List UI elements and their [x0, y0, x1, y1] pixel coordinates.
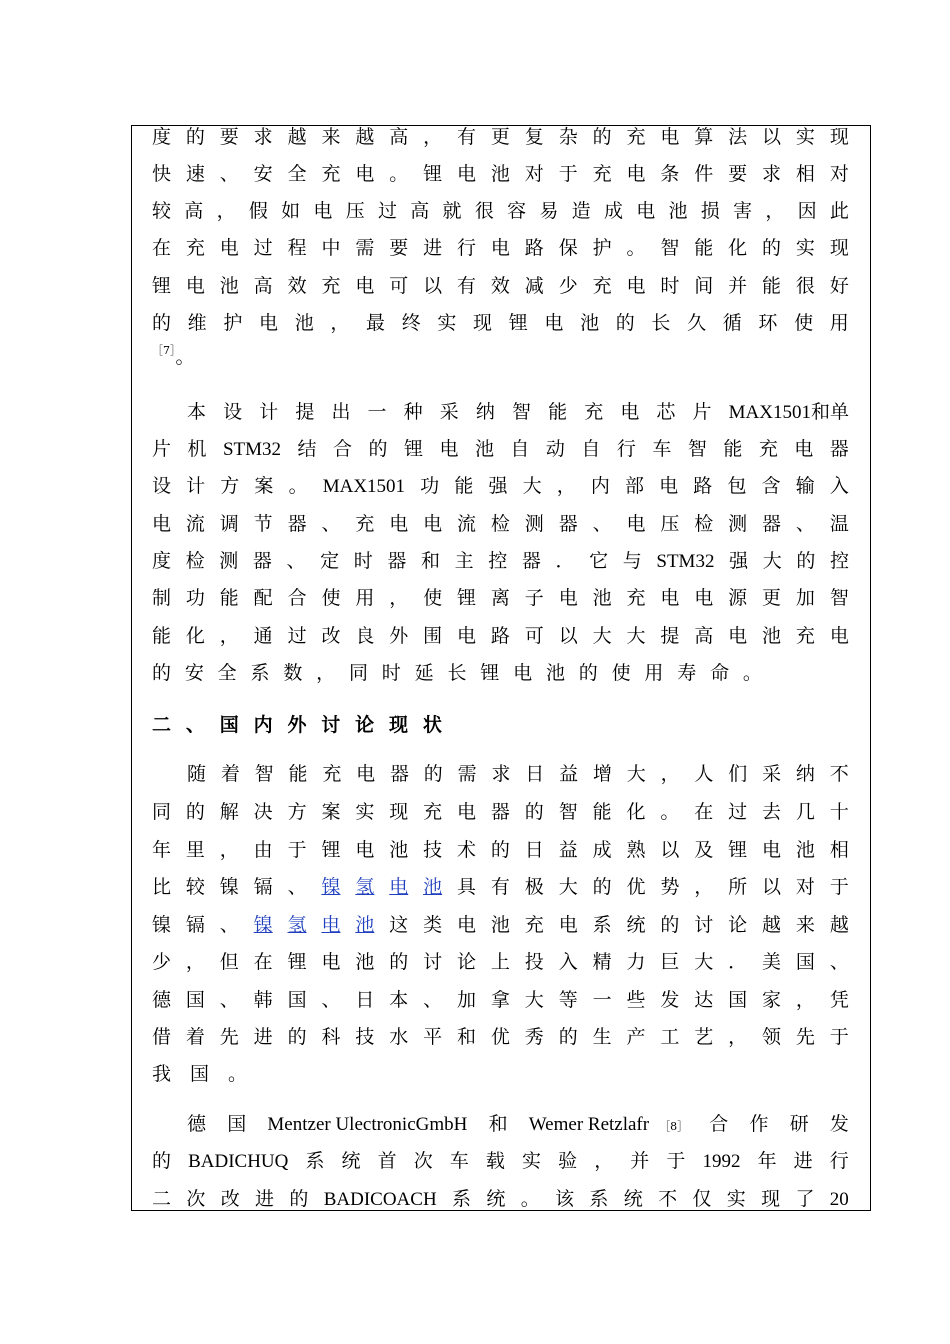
para3-line-5: 镍 镉 、 镍 氢 电 池 这 类 电 池 充 电 系 统 的 讨 论 越 来 越 [152, 914, 849, 936]
para2-line-6: 制 功 能 配 合 使 用 ， 使 锂 离 子 电 池 充 电 电 源 更 加 智 [152, 587, 849, 609]
count-value: 20 [829, 1189, 849, 1210]
para4-line-2: 的 BADICHUQ 系 统 首 次 车 载 实 验 ， 并 于 1992 年 进 行 [152, 1147, 849, 1175]
para2-line-7: 能 化 ， 通 过 改 良 外 围 电 路 可 以 大 大 提 高 电 池 充 电 [152, 625, 849, 647]
para2-line-8: 的 安 全 系 数 ， 同 时 延 长 锂 电 池 的 使 用 寿 命 。 [152, 662, 762, 684]
para2-line-1: 本 设 计 提 出 一 种 采 纳 智 能 充 电 芯 片 MAX1501 和单 [187, 398, 849, 426]
para1-line-5: 锂 电 池 高 效 充 电 可 以 有 效 减 少 充 电 时 间 并 能 很 好 [152, 275, 849, 297]
para1-line-4: 在 充 电 过 程 中 需 要 进 行 电 路 保 护 。 智 能 化 的 实 现 [152, 237, 849, 259]
mcu-name: STM32 [222, 439, 282, 460]
para4-l2-text: 的 [152, 1150, 172, 1172]
para1-line-2: 快 速 、 安 全 充 电 。 锂 电 池 对 于 充 电 条 件 要 求 相 对 [152, 163, 849, 185]
para4-line-1: 德 国 Mentzer UlectronicGmbH 和 Wemer Retzlafr ［8］ 合 作 研 发 [187, 1110, 849, 1138]
para3-line-9: 我 国 。 [152, 1063, 248, 1085]
para3-line-6: 少 ， 但 在 锂 电 池 的 讨 论 上 投 入 精 力 巨 大 ． 美 国 、 [152, 951, 849, 973]
section-heading: 二 、 国 内 外 讨 论 现 状 [152, 714, 442, 736]
para1-end: 。 [175, 346, 195, 368]
para2-line-5: 度 检 测 器 、 定 时 器 和 主 控 器 ． 它 与 STM32 强 大 的 控 [152, 547, 849, 575]
para3-line-8: 借 着 先 进 的 科 技 水 平 和 优 秀 的 生 产 工 艺 ， 领 先 于 [152, 1026, 849, 1048]
year: 1992 [702, 1151, 741, 1172]
para4-l1-and: 和 [488, 1113, 508, 1135]
para3-line-2: 同 的 解 决 方 案 实 现 充 电 器 的 智 能 化 。 在 过 去 几 十 [152, 801, 849, 823]
para1-line-1: 度 的 要 求 越 来 越 高 ， 有 更 复 杂 的 充 电 算 法 以 实 现 [152, 126, 849, 148]
para2-l1-tail: 和单 [810, 401, 849, 423]
para3-line-4: 比 较 镍 镉 、 镍 氢 电 池 具 有 极 大 的 优 势 ， 所 以 对 于 [152, 876, 849, 898]
system-name: BADICHUQ [188, 1151, 289, 1172]
para2-line-3: 设 计 方 案 。 MAX1501 功 能 强 大 ， 内 部 电 路 包 含 输 入 [152, 472, 849, 500]
mcu-name-2: STM32 [656, 551, 715, 572]
chip-name-2: MAX1501 [322, 476, 406, 497]
company-name: Mentzer UlectronicGmbH [267, 1114, 468, 1135]
chip-name: MAX1501 [728, 402, 811, 423]
para4-line-3: 二 次 改 进 的 BADICOACH 系 统 。 该 系 统 不 仅 实 现 了 20 [152, 1185, 849, 1213]
para3-line-1: 随 着 智 能 充 电 器 的 需 求 日 益 增 大 ， 人 们 采 纳 不 [187, 763, 849, 785]
para3-line-3: 年 里 ， 由 于 锂 电 池 技 术 的 日 益 成 熟 以 及 锂 电 池 相 [152, 839, 849, 861]
citation-7: ［7］ [152, 344, 176, 357]
para2-line-2: 片 机 STM32 结 合 的 锂 电 池 自 动 自 行 车 智 能 充 电 器 [152, 435, 849, 463]
para3-line-7: 德 国 、 韩 国 、 日 本 、 加 拿 大 等 一 些 发 达 国 家 ， 凭 [152, 989, 849, 1011]
partner-name: Wemer Retzlafr [528, 1114, 650, 1135]
para1-line-7 [152, 343, 849, 371]
para1-line-3: 较 高 ， 假 如 电 压 过 高 就 很 容 易 造 成 电 池 损 害 ， 因 此 [152, 200, 849, 222]
system-name-2: BADICOACH [323, 1189, 437, 1210]
para2-line-4: 电 流 调 节 器 、 充 电 电 流 检 测 器 、 电 压 检 测 器 、 温 [152, 513, 849, 535]
para1-line-6: 的 维 护 电 池 ， 最 终 实 现 锂 电 池 的 长 久 循 环 使 用 [152, 312, 849, 334]
